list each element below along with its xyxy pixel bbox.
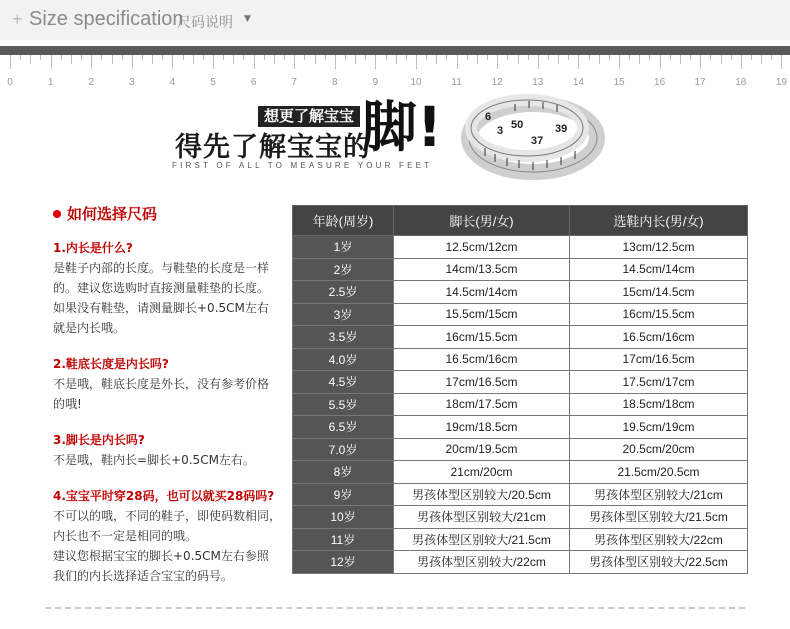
inner-length-cell: 13cm/12.5cm (570, 236, 748, 259)
ruler-tick (751, 55, 752, 60)
foot-length-cell: 19cm/18.5cm (394, 416, 570, 439)
ruler-tick (325, 55, 326, 60)
inner-length-cell: 20.5cm/20cm (570, 438, 748, 461)
inner-length-cell: 18.5cm/18cm (570, 393, 748, 416)
ruler-tick (51, 55, 52, 69)
ruler-number: 13 (532, 77, 544, 88)
ruler-tick (386, 55, 387, 60)
age-cell: 12岁 (293, 551, 394, 574)
ruler-tick (639, 55, 640, 64)
ruler-number: 0 (7, 77, 13, 88)
ruler-tick (254, 55, 255, 69)
svg-text:37: 37 (531, 135, 544, 147)
foot-length-cell: 12.5cm/12cm (394, 236, 570, 259)
ruler-tick (243, 55, 244, 60)
inner-length-cell: 男孩体型区别较大/21cm (570, 483, 748, 506)
ruler-tick (690, 55, 691, 60)
ruler-tick (761, 55, 762, 64)
ruler-tick (233, 55, 234, 64)
column-header-foot-length: 脚长(男/女) (394, 206, 570, 236)
ruler-number: 5 (210, 77, 216, 88)
ruler-tick (294, 55, 295, 69)
table-row (293, 236, 748, 259)
ruler-tick (670, 55, 671, 60)
faq-question-1: 1.内长是什么? (53, 241, 133, 255)
faq-answer-line: 不是哦，鞋底长度是外长，没有参考价格 (53, 377, 270, 391)
table-row (293, 348, 748, 371)
ruler-tick (396, 55, 397, 64)
ruler-tick (721, 55, 722, 64)
foot-length-cell: 男孩体型区别较大/22cm (394, 551, 570, 574)
column-header-age: 年龄(周岁) (293, 206, 394, 236)
inner-length-cell: 男孩体型区别较大/22cm (570, 528, 748, 551)
faq-question-3: 3.脚长是内长吗? (53, 433, 145, 447)
ruler-tick (122, 55, 123, 60)
table-row (293, 438, 748, 461)
age-cell: 2.5岁 (293, 281, 394, 304)
table-row (293, 483, 748, 506)
ruler-tick (365, 55, 366, 60)
age-cell: 3.5岁 (293, 326, 394, 349)
ruler-tick (487, 55, 488, 60)
ruler-tick (781, 55, 782, 69)
ruler-tick (304, 55, 305, 60)
ruler-tick (558, 55, 559, 64)
ruler-tick (406, 55, 407, 60)
age-cell: 1岁 (293, 236, 394, 259)
ruler-number: 16 (654, 77, 666, 88)
ruler-number: 1 (47, 77, 54, 88)
ruler-tick (731, 55, 732, 60)
foot-length-cell: 14cm/13.5cm (394, 258, 570, 281)
measuring-tape-icon (455, 86, 605, 186)
table-row (293, 326, 748, 349)
faq-answer-line: 建议您根据宝宝的脚长+0.5CM左右参照 (53, 549, 269, 563)
ruler-tick (660, 55, 661, 69)
ruler-tick (538, 55, 539, 69)
age-cell: 4.0岁 (293, 348, 394, 371)
ruler-number: 11 (451, 77, 462, 88)
inner-length-cell: 21.5cm/20.5cm (570, 461, 748, 484)
plus-icon: + (12, 9, 23, 29)
ruler-tick (741, 55, 742, 69)
ruler-tick (152, 55, 153, 64)
faq-answer-line: 的哦! (53, 397, 82, 411)
ruler-tick (193, 55, 194, 64)
ruler-number: 2 (88, 77, 94, 88)
ruler-tick (112, 55, 113, 64)
ruler-top-bar (0, 46, 790, 55)
ruler-tick (71, 55, 72, 64)
banner-headline: 得先了解宝宝的 (175, 132, 371, 163)
faq-question-4: 4.宝宝平时穿28码，也可以就买28码吗? (53, 489, 275, 503)
inner-length-cell: 19.5cm/19cm (570, 416, 748, 439)
faq-item-3 (53, 430, 285, 470)
ruler-tick (132, 55, 133, 69)
title-cn: 尺码说明 (177, 15, 233, 31)
banner-foot-char: 脚! (362, 95, 443, 159)
ruler-number: 6 (250, 77, 257, 88)
table-row (293, 461, 748, 484)
foot-length-cell: 17cm/16.5cm (394, 371, 570, 394)
svg-text:3: 3 (497, 125, 504, 137)
ruler-tick (355, 55, 356, 64)
header-bar (0, 0, 790, 40)
inner-length-cell: 17.5cm/17cm (570, 371, 748, 394)
ruler-tick (518, 55, 519, 64)
svg-text:50: 50 (511, 119, 524, 131)
ruler-tick (528, 55, 529, 60)
banner-subtitle: FIRST OF ALL TO MEASURE YOUR FEET (172, 161, 433, 170)
age-cell: 11岁 (293, 528, 394, 551)
foot-length-cell: 15.5cm/15cm (394, 303, 570, 326)
ruler-tick (680, 55, 681, 64)
ruler-number: 15 (613, 77, 625, 88)
ruler-tick (223, 55, 224, 60)
table-row (293, 528, 748, 551)
age-cell: 2岁 (293, 258, 394, 281)
svg-text:6: 6 (485, 111, 492, 123)
ruler-tick (203, 55, 204, 60)
size-guide (53, 204, 285, 602)
ruler-tick (589, 55, 590, 60)
ruler-tick (771, 55, 772, 60)
faq-answer-line: 的。建议您选购时直接测量鞋垫的长度。 (53, 281, 270, 295)
faq-answer-line: 内长也不一定是相同的哦。 (53, 529, 198, 543)
ruler-number: 17 (694, 77, 706, 88)
foot-length-cell: 男孩体型区别较大/21cm (394, 506, 570, 529)
ruler-tick (375, 55, 376, 69)
ruler-number: 4 (169, 77, 176, 88)
age-cell: 10岁 (293, 506, 394, 529)
ruler-tick (30, 55, 31, 64)
faq-answer-line: 不可以的哦，不同的鞋子，即使码数相同， (53, 509, 282, 523)
foot-length-cell: 21cm/20cm (394, 461, 570, 484)
ruler-tick (477, 55, 478, 64)
svg-text:39: 39 (555, 123, 568, 135)
ruler (0, 55, 790, 95)
ruler-tick (497, 55, 498, 69)
inner-length-cell: 14.5cm/14cm (570, 258, 748, 281)
age-cell: 3岁 (293, 303, 394, 326)
ruler-number: 7 (291, 77, 297, 88)
faq-question-2: 2.鞋底长度是内长吗? (53, 357, 169, 371)
table-row (293, 371, 748, 394)
ruler-tick (20, 55, 21, 60)
ruler-number: 10 (410, 77, 422, 88)
faq-answer-line: 就是内长哦。 (53, 321, 126, 335)
ruler-tick (568, 55, 569, 60)
table-header-row (293, 206, 748, 236)
ruler-tick (649, 55, 650, 60)
age-cell: 4.5岁 (293, 371, 394, 394)
ruler-number: 8 (332, 77, 338, 88)
ruler-number: 12 (491, 77, 503, 88)
faq-answer-line: 是鞋子内部的长度。与鞋垫的长度是一样 (53, 261, 270, 275)
ruler-tick (81, 55, 82, 60)
table-row (293, 303, 748, 326)
guide-title (67, 204, 299, 224)
ruler-tick (578, 55, 579, 69)
ruler-tick (142, 55, 143, 60)
table-row (293, 393, 748, 416)
bottom-divider (45, 607, 745, 609)
ruler-tick (467, 55, 468, 60)
ruler-tick (91, 55, 92, 69)
ruler-number: 3 (129, 77, 135, 88)
ruler-number: 18 (735, 77, 747, 88)
ruler-tick (457, 55, 458, 69)
age-cell: 9岁 (293, 483, 394, 506)
faq-item-4 (53, 486, 285, 586)
ruler-tick (436, 55, 437, 64)
inner-length-cell: 男孩体型区别较大/22.5cm (570, 551, 748, 574)
age-cell: 8岁 (293, 461, 394, 484)
ruler-tick (213, 55, 214, 69)
ruler-tick (629, 55, 630, 60)
bullet-dot-icon (53, 210, 61, 218)
foot-length-cell: 20cm/19.5cm (394, 438, 570, 461)
ruler-tick (315, 55, 316, 64)
faq-item-1 (53, 238, 285, 338)
ruler-tick (416, 55, 417, 69)
table-row (293, 416, 748, 439)
foot-length-cell: 16cm/15.5cm (394, 326, 570, 349)
guide-title-text: 如何选择尺码 (67, 205, 158, 223)
foot-length-cell: 男孩体型区别较大/21.5cm (394, 528, 570, 551)
title-en: Size specification (29, 8, 184, 30)
age-cell: 5.5岁 (293, 393, 394, 416)
faq-answer-line: 如果没有鞋垫，请测量脚长+0.5CM左右 (53, 301, 269, 315)
ruler-tick (700, 55, 701, 69)
inner-length-cell: 16.5cm/16cm (570, 326, 748, 349)
table-row (293, 281, 748, 304)
faq-answer-line: 我们的内长选择适合宝宝的码号。 (53, 569, 234, 583)
ruler-tick (162, 55, 163, 60)
faq-answer-line: 不是哦，鞋内长=脚长+0.5CM左右。 (53, 453, 255, 467)
table-row (293, 506, 748, 529)
ruler-tick (710, 55, 711, 60)
foot-length-cell: 男孩体型区别较大/20.5cm (394, 483, 570, 506)
ruler-number: 19 (775, 77, 787, 88)
ruler-tick (61, 55, 62, 60)
column-header-inner-length: 选鞋内长(男/女) (570, 206, 748, 236)
inner-length-cell: 17cm/16.5cm (570, 348, 748, 371)
ruler-tick (183, 55, 184, 60)
age-cell: 7.0岁 (293, 438, 394, 461)
ruler-tick (172, 55, 173, 69)
ruler-tick (426, 55, 427, 60)
table-row (293, 551, 748, 574)
ruler-tick (101, 55, 102, 60)
size-table (292, 205, 748, 574)
inner-length-cell: 15cm/14.5cm (570, 281, 748, 304)
ruler-tick (10, 55, 11, 69)
ruler-tick (599, 55, 600, 64)
foot-length-cell: 18cm/17.5cm (394, 393, 570, 416)
ruler-number: 14 (572, 77, 584, 88)
banner-small-label: 想更了解宝宝 (258, 106, 360, 127)
ruler-tick (40, 55, 41, 60)
ruler-tick (609, 55, 610, 60)
ruler-tick (335, 55, 336, 69)
table-row (293, 258, 748, 281)
ruler-tick (619, 55, 620, 69)
dropdown-arrow-icon: ▼ (244, 14, 251, 24)
ruler-tick (274, 55, 275, 64)
ruler-tick (446, 55, 447, 60)
inner-length-cell: 16cm/15.5cm (570, 303, 748, 326)
ruler-tick (284, 55, 285, 60)
ruler-tick (264, 55, 265, 60)
ruler-tick (507, 55, 508, 60)
ruler-tick (345, 55, 346, 60)
faq-item-2 (53, 354, 285, 414)
age-cell: 6.5岁 (293, 416, 394, 439)
foot-length-cell: 16.5cm/16cm (394, 348, 570, 371)
foot-length-cell: 14.5cm/14cm (394, 281, 570, 304)
ruler-number: 9 (372, 77, 379, 88)
ruler-tick (548, 55, 549, 60)
inner-length-cell: 男孩体型区别较大/21.5cm (570, 506, 748, 529)
